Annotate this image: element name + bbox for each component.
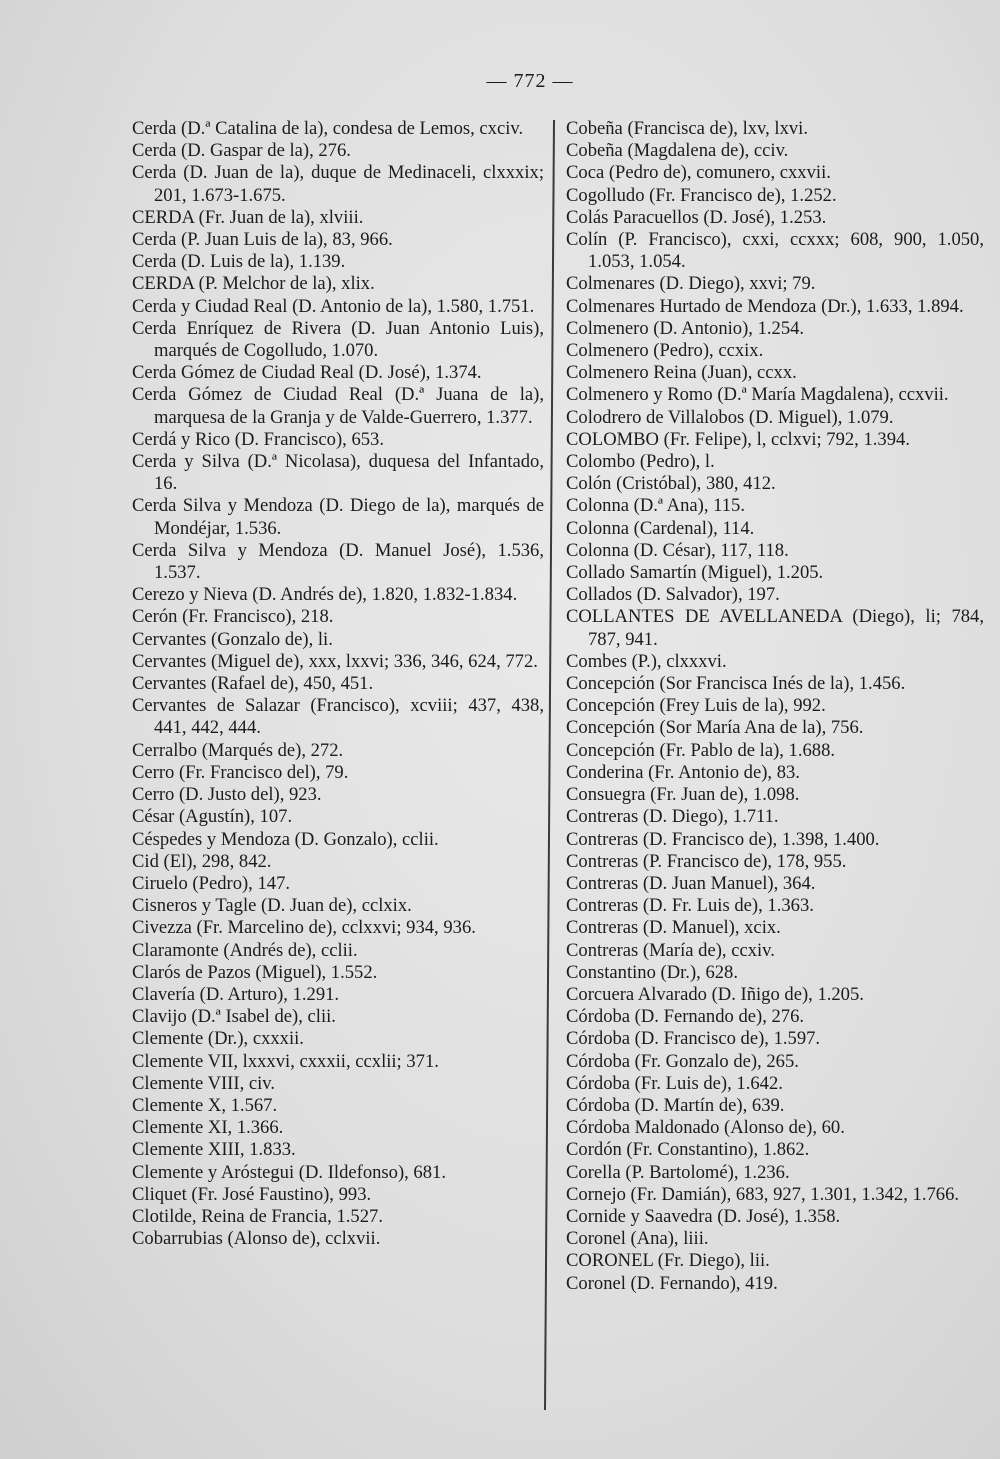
- index-entry: Cervantes (Gonzalo de), li.: [132, 628, 333, 650]
- index-entry: Clotilde, Reina de Francia, 1.527.: [132, 1205, 383, 1227]
- index-entry: Conderina (Fr. Antonio de), 83.: [566, 761, 800, 783]
- index-entry: Cliquet (Fr. José Faustino), 993.: [132, 1183, 372, 1205]
- index-entry: Cerezo y Nieva (D. Andrés de), 1.820, 1.832-1.834.: [132, 584, 518, 606]
- index-entry: Colmenero (Pedro), ccxix.: [566, 340, 764, 362]
- index-entry: Concepción (Sor María Ana de la), 756.: [566, 717, 864, 739]
- index-entry: Cerda Gómez de Ciudad Real (D. José), 1.374.: [132, 362, 482, 384]
- index-entry: COLOMBO (Fr. Felipe), l, cclxvi; 792, 1.394.: [566, 428, 910, 450]
- index-entry: Contreras (María de), ccxiv.: [566, 939, 775, 961]
- index-entry: Consuegra (Fr. Juan de), 1.098.: [566, 784, 800, 806]
- index-entry: Cerda (D. Gaspar de la), 276.: [132, 140, 351, 162]
- index-entry: Combes (P.), clxxxvi.: [566, 650, 727, 672]
- index-entry: Cervantes (Miguel de), xxx, lxxvi; 336, 346, 624, 772.: [132, 650, 538, 672]
- index-entry: Cerón (Fr. Francisco), 218.: [132, 606, 334, 628]
- index-entry: COLLANTES DE AVELLANEDA (Diego), li; 784, 787, 941.: [566, 606, 984, 650]
- index-entry: Céspedes y Mendoza (D. Gonzalo), cclii.: [132, 828, 439, 850]
- index-entry: Cogolludo (Fr. Francisco de), 1.252.: [566, 184, 837, 206]
- index-entry: Clemente XIII, 1.833.: [132, 1139, 296, 1161]
- index-entry: Cornide y Saavedra (D. José), 1.358.: [566, 1205, 841, 1227]
- index-entry: Constantino (Dr.), 628.: [566, 961, 738, 983]
- index-entry: Colmenero Reina (Juan), ccxx.: [566, 362, 797, 384]
- index-entry: Clavería (D. Arturo), 1.291.: [132, 983, 340, 1005]
- index-column-right: [566, 118, 984, 1295]
- index-entry: Claramonte (Andrés de), cclii.: [132, 939, 358, 961]
- index-entry: Contreras (D. Manuel), xcix.: [566, 917, 781, 939]
- page-number: — 772 —: [486, 70, 574, 92]
- index-entry: Córdoba (D. Fernando de), 276.: [566, 1006, 805, 1028]
- index-entry: Cerda y Silva (D.ª Nicolasa), duquesa del Infantado, 16.: [132, 451, 544, 495]
- index-entry: Contreras (D. Diego), 1.711.: [566, 806, 779, 828]
- column-divider: [544, 120, 555, 1410]
- index-entry: Colonna (Cardenal), 114.: [566, 517, 755, 539]
- index-entry: Cobeña (Francisca de), lxv, lxvi.: [566, 118, 808, 139]
- index-entry: Cid (El), 298, 842.: [132, 850, 272, 872]
- index-entry: Cobarrubias (Alonso de), cclxvii.: [132, 1228, 381, 1250]
- index-entry: Coronel (D. Fernando), 419.: [566, 1272, 778, 1294]
- index-entry: Contreras (D. Francisco de), 1.398, 1.400.: [566, 828, 880, 850]
- index-entry: Contreras (D. Fr. Luis de), 1.363.: [566, 895, 814, 917]
- index-entry: Corella (P. Bartolomé), 1.236.: [566, 1161, 790, 1183]
- index-entry: Colmenares Hurtado de Mendoza (Dr.), 1.633, 1.894.: [566, 295, 964, 317]
- index-entry: Concepción (Sor Francisca Inés de la), 1.456.: [566, 673, 906, 695]
- index-entry: Córdoba (Fr. Luis de), 1.642.: [566, 1072, 783, 1094]
- index-entry: Collados (D. Salvador), 197.: [566, 584, 780, 606]
- index-entry: Cornejo (Fr. Damián), 683, 927, 1.301, 1.342, 1.766.: [566, 1183, 960, 1205]
- index-entry: Colmenero (D. Antonio), 1.254.: [566, 317, 805, 339]
- index-entry: Colín (P. Francisco), cxxi, ccxxx; 608, 900, 1.050, 1.053, 1.054.: [566, 229, 984, 273]
- index-entry: Cordón (Fr. Constantino), 1.862.: [566, 1139, 810, 1161]
- index-entry: Colombo (Pedro), l.: [566, 451, 715, 473]
- index-entry: Córdoba (D. Martín de), 639.: [566, 1094, 785, 1116]
- index-entry: Collado Samartín (Miguel), 1.205.: [566, 562, 824, 584]
- index-entry: Cisneros y Tagle (D. Juan de), cclxix.: [132, 895, 412, 917]
- index-entry: Clemente y Aróstegui (D. Ildefonso), 681.: [132, 1161, 446, 1183]
- index-entry: Contreras (D. Juan Manuel), 364.: [566, 872, 816, 894]
- index-entry: Cerda (P. Juan Luis de la), 83, 966.: [132, 229, 393, 251]
- index-entry: Clemente VII, lxxxvi, cxxxii, ccxlii; 371.: [132, 1050, 439, 1072]
- index-entry: Cerralbo (Marqués de), 272.: [132, 739, 344, 761]
- index-entry: Colonna (D. César), 117, 118.: [566, 539, 789, 561]
- index-entry: Córdoba Maldonado (Alonso de), 60.: [566, 1117, 845, 1139]
- index-entry: Cerda (D. Juan de la), duque de Medinaceli, clxxxix; 201, 1.673-1.675.: [132, 162, 544, 206]
- index-entry: Cerda (D. Luis de la), 1.139.: [132, 251, 346, 273]
- index-entry: Cerda (D.ª Catalina de la), condesa de Lemos, cxciv.: [132, 118, 524, 139]
- index-entry: Colodrero de Villalobos (D. Miguel), 1.079.: [566, 406, 894, 428]
- index-entry: CERDA (Fr. Juan de la), xlviii.: [132, 206, 364, 228]
- index-entry: Clemente VIII, civ.: [132, 1072, 276, 1094]
- index-entry: Cerda Gómez de Ciudad Real (D.ª Juana de la), marquesa de la Granja y de Valde-Guerrero, 1.377.: [132, 384, 544, 428]
- index-entry: Clarós de Pazos (Miguel), 1.552.: [132, 961, 378, 983]
- index-entry: Civezza (Fr. Marcelino de), cclxxvi; 934, 936.: [132, 917, 476, 939]
- index-entry: CERDA (P. Melchor de la), xlix.: [132, 273, 375, 295]
- index-entry: Corcuera Alvarado (D. Iñigo de), 1.205.: [566, 983, 864, 1005]
- index-entry: Cerda Enríquez de Rivera (D. Juan Antonio Luis), marqués de Cogolludo, 1.070.: [132, 317, 544, 362]
- index-column-left: [132, 118, 544, 1250]
- index-entry: Concepción (Fr. Pablo de la), 1.688.: [566, 739, 836, 761]
- index-entry: Cervantes (Rafael de), 450, 451.: [132, 673, 374, 695]
- index-entry: Cerdá y Rico (D. Francisco), 653.: [132, 428, 384, 450]
- index-entry: CORONEL (Fr. Diego), lii.: [566, 1250, 770, 1272]
- index-entry: Clemente X, 1.567.: [132, 1094, 278, 1116]
- index-entry: Ciruelo (Pedro), 147.: [132, 872, 291, 894]
- index-entry: Cerda Silva y Mendoza (D. Manuel José), 1.536, 1.537.: [132, 539, 544, 584]
- index-entry: Cervantes de Salazar (Francisco), xcviii; 437, 438, 441, 442, 444.: [132, 695, 544, 739]
- index-entry: Coca (Pedro de), comunero, cxxvii.: [566, 162, 831, 184]
- index-entry: Colás Paracuellos (D. José), 1.253.: [566, 206, 827, 228]
- index-entry: Coronel (Ana), liii.: [566, 1228, 709, 1250]
- index-entry: Clemente (Dr.), cxxxii.: [132, 1028, 304, 1050]
- index-entry: Cerda Silva y Mendoza (D. Diego de la), marqués de Mondéjar, 1.536.: [132, 495, 544, 539]
- index-entry: César (Agustín), 107.: [132, 806, 293, 828]
- index-entry: Córdoba (D. Francisco de), 1.597.: [566, 1028, 821, 1050]
- index-entry: Contreras (P. Francisco de), 178, 955.: [566, 850, 847, 872]
- index-entry: Colonna (D.ª Ana), 115.: [566, 495, 745, 517]
- index-entry: Córdoba (Fr. Gonzalo de), 265.: [566, 1050, 799, 1072]
- index-entry: Concepción (Frey Luis de la), 992.: [566, 695, 826, 717]
- index-entry: Cerda y Ciudad Real (D. Antonio de la), 1.580, 1.751.: [132, 295, 535, 317]
- index-entry: Cerro (D. Justo del), 923.: [132, 784, 322, 806]
- index-entry: Clemente XI, 1.366.: [132, 1117, 284, 1139]
- index-entry: Colmenares (D. Diego), xxvi; 79.: [566, 273, 816, 295]
- index-entry: Clavijo (D.ª Isabel de), clii.: [132, 1006, 336, 1028]
- index-entry: Colón (Cristóbal), 380, 412.: [566, 473, 776, 495]
- index-entry: Colmenero y Romo (D.ª María Magdalena), ccxvii.: [566, 384, 949, 406]
- index-entry: Cerro (Fr. Francisco del), 79.: [132, 761, 349, 783]
- index-entry: Cobeña (Magdalena de), cciv.: [566, 140, 789, 162]
